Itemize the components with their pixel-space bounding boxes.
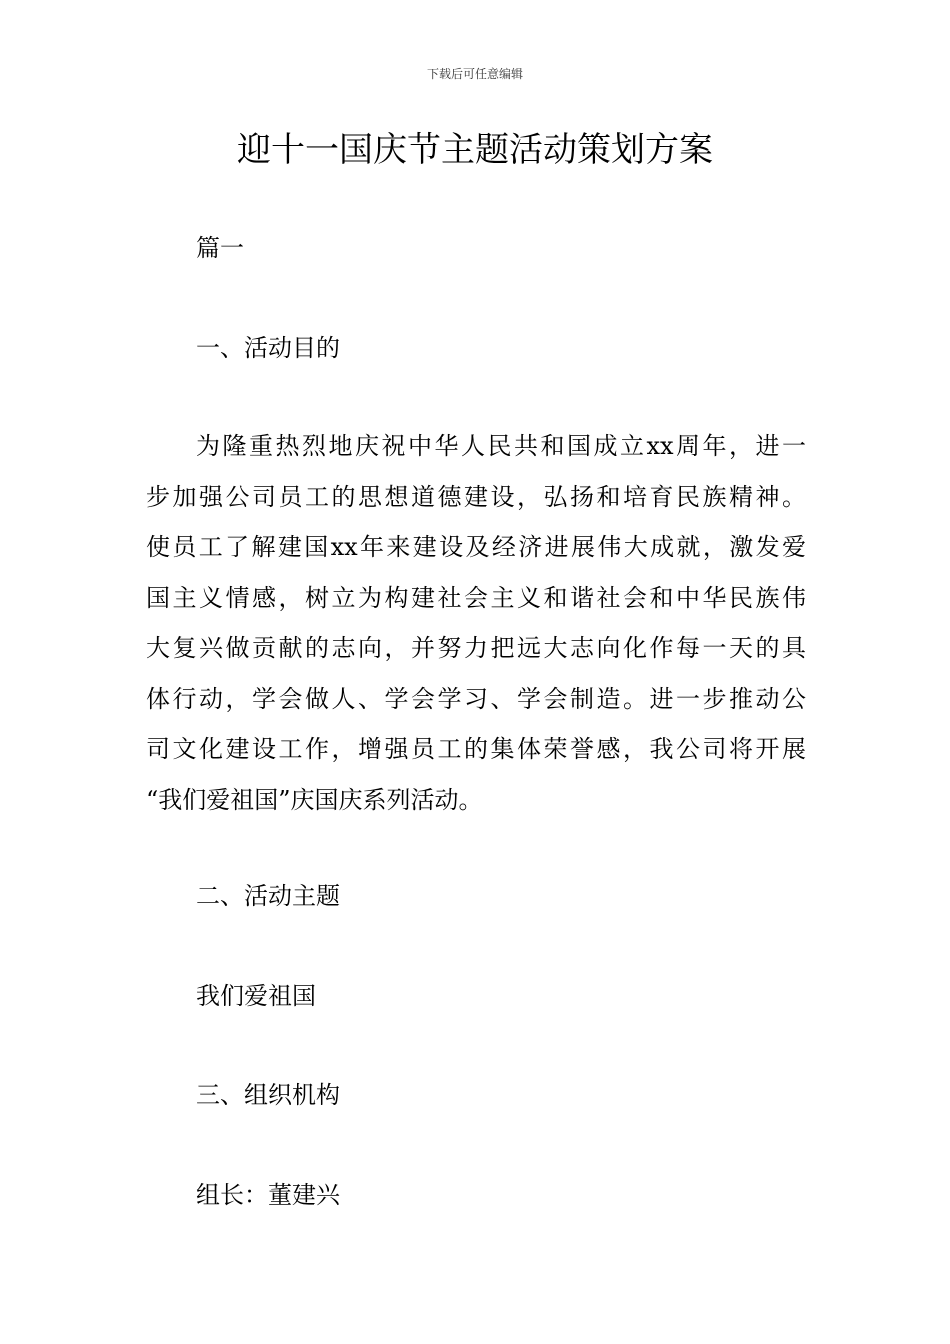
paragraph-line: 司文化建设工作，增强员工的集体荣誉感，我公司将开展 <box>146 735 806 763</box>
section-1-paragraph <box>146 421 806 825</box>
paragraph-line: “我们爱祖国”庆国庆系列活动。 <box>146 785 483 814</box>
section-1-heading: 一、活动目的 <box>196 334 340 362</box>
section-3-heading: 三、组织机构 <box>196 1081 340 1109</box>
header-note: 下载后可任意编辑 <box>426 67 523 81</box>
section-2-body: 我们爱祖国 <box>196 982 316 1010</box>
paragraph-line: 体行动，学会做人、学会学习、学会制造。进一步推动公 <box>146 684 806 713</box>
paragraph-line: 国主义情感，树立为构建社会主义和谐社会和中华民族伟 <box>146 583 806 612</box>
paragraph-line: 步加强公司员工的思想道德建设，弘扬和培育民族精神。 <box>146 482 806 511</box>
part-label: 篇一 <box>196 234 244 262</box>
section-3-body: 组长：董建兴 <box>196 1181 340 1209</box>
document-title: 迎十一国庆节主题活动策划方案 <box>237 130 713 170</box>
section-2-heading: 二、活动主题 <box>196 882 340 910</box>
paragraph-line: 为隆重热烈地庆祝中华人民共和国成立xx周年，进一 <box>196 432 806 460</box>
paragraph-line: 使员工了解建国xx年来建设及经济进展伟大成就，激发爱 <box>146 533 806 561</box>
paragraph-line: 大复兴做贡献的志向，并努力把远大志向化作每一天的具 <box>146 634 806 662</box>
